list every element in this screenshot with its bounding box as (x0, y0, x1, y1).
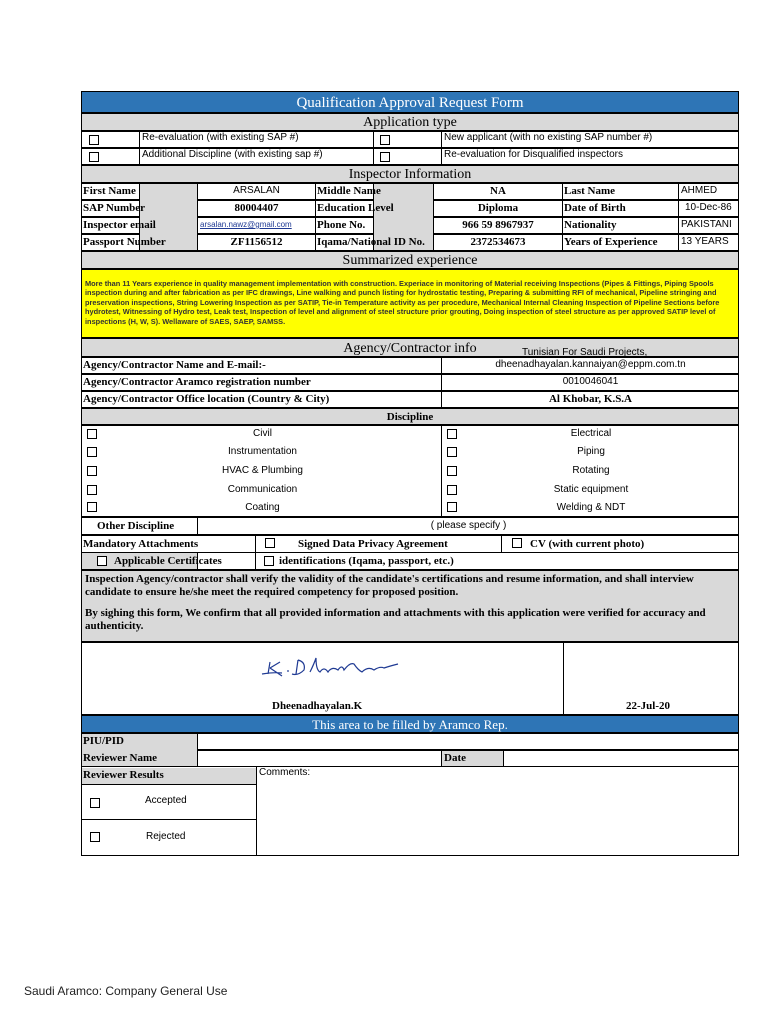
experience-label: Years of Experience (564, 236, 658, 248)
discipline-electrical-label: Electrical (570, 428, 612, 439)
form-title: Qualification Approval Request Form (81, 91, 739, 113)
reviewer-results-label: Reviewer Results (83, 769, 164, 781)
email-label: Inspector email (83, 219, 156, 231)
discipline-static-equipment-checkbox[interactable] (447, 485, 457, 495)
last-name-label: Last Name (564, 185, 616, 197)
summary-text[interactable]: More than 11 Years experience in quality management implementation with construction. Experiace in monitoring of Material receiving Inspections (Pipes & Fittings, Piping Spools inspection during and after fabrication as per IFC drawings, Line walking and punch listing for hydrostatic testing, Preparing & submitting RFI of mechanical, Pipeline stringing and preservation inspections, String Lowering Inspection as per SATIP, Tie-in Temperature activity as per procedure, Mechanical Internal Cleaning Inspection of Pipeline Sections before hydrotest, Witnessing of Hydro test, Leak test, Inspection of level and alignment of steel structure prior grouting, Doing inspection of steel structure as per approved SATIP level of inspections (H, W, S). Wellaware of SAES, SAEP, SAMSS. (81, 269, 739, 338)
reevaluation-disqualified-label: Re-evaluation for Disqualified inspectors (444, 149, 623, 160)
comments-field[interactable] (257, 780, 738, 855)
aramco-heading: This area to be filled by Aramco Rep. (81, 715, 739, 733)
first-name-label: First Name (83, 185, 136, 197)
discipline-communication-checkbox[interactable] (87, 485, 97, 495)
identifications-label: identifications (Iqama, passport, etc.) (279, 555, 454, 567)
dob-label: Date of Birth (564, 202, 626, 214)
signature-date: 22-Jul-20 (626, 700, 670, 712)
discipline-coating-checkbox[interactable] (87, 502, 97, 512)
discipline-instrumentation-checkbox[interactable] (87, 447, 97, 457)
agency-email-value[interactable]: dheenadhayalan.kannaiyan@eppm.com.tn (495, 359, 686, 370)
other-discipline-label: Other Discipline (97, 520, 175, 532)
application-type-heading: Application type (81, 113, 739, 131)
reviewer-name-field[interactable] (198, 751, 441, 766)
declaration-block (81, 570, 739, 642)
inspector-info-heading: Inspector Information (81, 165, 739, 183)
sap-number-value[interactable]: 80004407 (234, 202, 279, 214)
other-discipline-field[interactable]: ( please specify ) (430, 520, 507, 531)
iqama-label: Iqama/National ID No. (317, 236, 425, 248)
discipline-static-equipment-label: Static equipment (553, 484, 629, 495)
discipline-civil-checkbox[interactable] (87, 429, 97, 439)
certificates-label: Applicable Certificates (114, 555, 222, 567)
reevaluation-disqualified-checkbox[interactable] (380, 152, 390, 162)
additional-discipline-label: Additional Discipline (with existing sap #) (142, 149, 323, 160)
discipline-hvac-label: HVAC & Plumbing (222, 465, 303, 476)
education-value[interactable]: Diploma (477, 202, 519, 214)
discipline-rotating-label: Rotating (572, 465, 610, 476)
footer-classification: Saudi Aramco: Company General Use (24, 984, 228, 998)
new-applicant-label: New applicant (with no existing SAP number #) (444, 132, 653, 143)
experience-value[interactable]: 13 YEARS (681, 236, 729, 247)
date-label: Date (444, 752, 466, 764)
agency-location-label: Agency/Contractor Office location (Country & City) (83, 393, 330, 405)
privacy-agreement-label: Signed Data Privacy Agreement (298, 538, 448, 550)
discipline-hvac-checkbox[interactable] (87, 466, 97, 476)
rejected-label: Rejected (146, 831, 186, 842)
privacy-agreement-checkbox[interactable] (265, 538, 275, 548)
declaration-para-2: By sighing this form, We confirm that all provided information and attachments with this application were verified for accuracy and authenticity. (85, 607, 706, 632)
passport-label: Passport Number (83, 236, 166, 248)
discipline-rotating-checkbox[interactable] (447, 466, 457, 476)
discipline-civil-label: Civil (253, 428, 272, 439)
sap-number-label: SAP Number (83, 202, 146, 214)
agency-name-value[interactable]: Tunisian For Saudi Projects, (522, 347, 648, 358)
cv-label: CV (with current photo) (530, 538, 645, 550)
discipline-welding-checkbox[interactable] (447, 502, 457, 512)
first-name-value[interactable]: ARSALAN (233, 185, 280, 196)
discipline-welding-label: Welding & NDT (556, 502, 626, 513)
accepted-label: Accepted (145, 795, 187, 806)
accepted-checkbox[interactable] (90, 798, 100, 808)
agency-name-email-label: Agency/Contractor Name and E-mail:- (83, 359, 266, 371)
discipline-piping-checkbox[interactable] (447, 447, 457, 457)
new-applicant-checkbox[interactable] (380, 135, 390, 145)
mandatory-attachments-label: Mandatory Attachments (83, 538, 199, 550)
comments-label: Comments: (259, 767, 311, 778)
piu-label: PIU/PID (83, 735, 124, 747)
discipline-piping-label: Piping (577, 446, 605, 457)
declaration-para-1: Inspection Agency/contractor shall verify the validity of the candidate's certifications and resume information, and shall interview candidate to ensure he/she meet the required competency for proposed position. (85, 573, 694, 598)
signer-name: Dheenadhayalan.K (272, 700, 363, 712)
phone-label: Phone No. (317, 219, 366, 231)
iqama-value[interactable]: 2372534673 (470, 236, 526, 248)
last-name-value[interactable]: AHMED (681, 185, 718, 196)
signature-mark (258, 652, 408, 684)
certificates-checkbox[interactable] (97, 556, 107, 566)
reviewer-name-label: Reviewer Name (83, 752, 158, 764)
agency-heading: Agency/Contractor info (81, 338, 739, 357)
piu-field[interactable] (198, 734, 738, 749)
phone-value[interactable]: 966 59 8967937 (462, 219, 534, 231)
agency-location-value[interactable]: Al Khobar, K.S.A (548, 393, 633, 405)
summary-heading: Summarized experience (81, 251, 739, 269)
rejected-checkbox[interactable] (90, 832, 100, 842)
agency-registration-value[interactable]: 0010046041 (562, 376, 619, 387)
middle-name-label: Middle Name (317, 185, 381, 197)
discipline-communication-label: Communication (227, 484, 298, 495)
email-value[interactable]: arsalan.nawz@gmail.com (200, 220, 292, 229)
education-label: Education Level (317, 202, 394, 214)
middle-name-value[interactable]: NA (490, 185, 506, 197)
nationality-value[interactable]: PAKISTANI (681, 219, 732, 230)
passport-value[interactable]: ZF1156512 (230, 236, 283, 248)
discipline-heading: Discipline (81, 408, 739, 425)
discipline-coating-label: Coating (245, 502, 280, 513)
agency-registration-label: Agency/Contractor Aramco registration number (83, 376, 311, 388)
nationality-label: Nationality (564, 219, 617, 231)
discipline-instrumentation-label: Instrumentation (228, 446, 297, 457)
discipline-electrical-checkbox[interactable] (447, 429, 457, 439)
review-date-field[interactable] (504, 751, 738, 766)
identifications-checkbox[interactable] (264, 556, 274, 566)
dob-value[interactable]: 10-Dec-86 (685, 202, 732, 213)
reevaluation-checkbox[interactable] (89, 135, 99, 145)
additional-discipline-checkbox[interactable] (89, 152, 99, 162)
cv-checkbox[interactable] (512, 538, 522, 548)
reevaluation-label: Re-evaluation (with existing SAP #) (142, 132, 299, 143)
